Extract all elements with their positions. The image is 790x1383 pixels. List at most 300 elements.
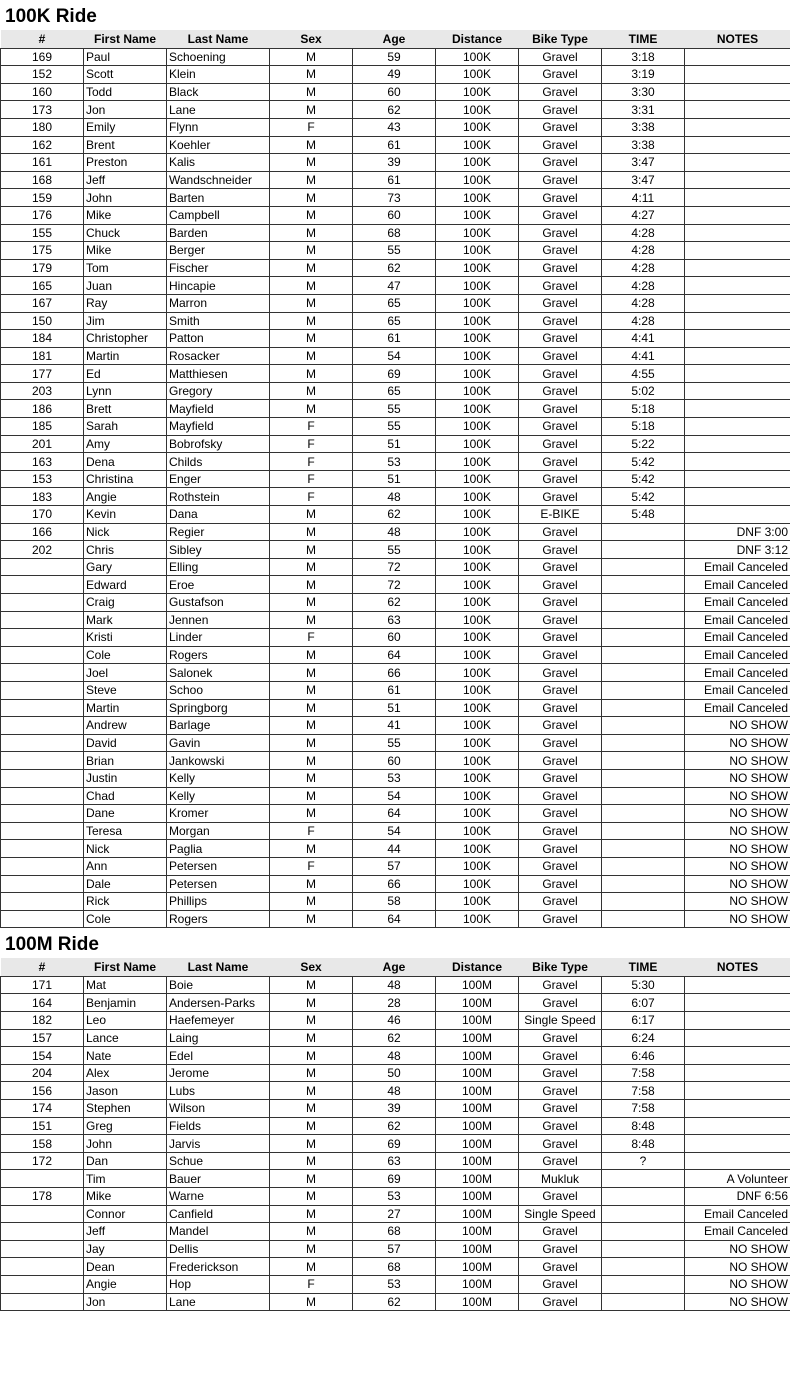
cell-sex: M (270, 506, 353, 524)
cell-notes (685, 470, 790, 488)
cell-distance: 100K (436, 664, 519, 682)
cell-time (602, 541, 685, 559)
cell-bib-number: 161 (1, 154, 84, 172)
cell-sex: M (270, 541, 353, 559)
cell-notes: NO SHOW (685, 734, 790, 752)
cell-bike-type: Gravel (519, 594, 602, 612)
cell-sex: M (270, 1240, 353, 1258)
section-title: 100K Ride (0, 0, 790, 30)
cell-bike-type: Gravel (519, 435, 602, 453)
table-row (1, 594, 790, 612)
cell-bike-type: Gravel (519, 681, 602, 699)
cell-distance: 100K (436, 418, 519, 436)
cell-first-name: Jon (84, 101, 167, 119)
cell-bib-number (1, 1223, 84, 1241)
cell-sex: M (270, 171, 353, 189)
cell-distance: 100M (436, 976, 519, 994)
cell-bike-type: Gravel (519, 136, 602, 154)
cell-notes (685, 294, 790, 312)
cell-bike-type: Gravel (519, 347, 602, 365)
cell-distance: 100M (436, 1100, 519, 1118)
cell-age: 65 (353, 294, 436, 312)
cell-time: 6:07 (602, 994, 685, 1012)
cell-distance: 100K (436, 734, 519, 752)
cell-last-name: Mandel (167, 1223, 270, 1241)
cell-first-name: Jason (84, 1082, 167, 1100)
cell-bib-number: 204 (1, 1064, 84, 1082)
cell-time (602, 875, 685, 893)
cell-time: 4:27 (602, 206, 685, 224)
cell-last-name: Mayfield (167, 400, 270, 418)
cell-sex: M (270, 294, 353, 312)
cell-notes (685, 1100, 790, 1118)
cell-first-name: Amy (84, 435, 167, 453)
cell-last-name: Bobrofsky (167, 435, 270, 453)
cell-sex: F (270, 418, 353, 436)
cell-sex: M (270, 242, 353, 260)
cell-bib-number (1, 1293, 84, 1311)
cell-sex: M (270, 1047, 353, 1065)
cell-bike-type: Gravel (519, 717, 602, 735)
cell-bike-type: Gravel (519, 418, 602, 436)
cell-age: 72 (353, 576, 436, 594)
cell-last-name: Barden (167, 224, 270, 242)
cell-bib-number: 177 (1, 365, 84, 383)
cell-sex: M (270, 699, 353, 717)
cell-last-name: Gustafson (167, 594, 270, 612)
cell-sex: F (270, 857, 353, 875)
cell-time (602, 1223, 685, 1241)
cell-last-name: Bauer (167, 1170, 270, 1188)
cell-age: 48 (353, 1082, 436, 1100)
cell-sex: M (270, 1012, 353, 1030)
cell-notes (685, 1082, 790, 1100)
cell-sex: M (270, 787, 353, 805)
cell-last-name: Warne (167, 1188, 270, 1206)
cell-age: 62 (353, 1293, 436, 1311)
cell-time (602, 1293, 685, 1311)
cell-distance: 100K (436, 594, 519, 612)
cell-time: 3:47 (602, 154, 685, 172)
table-row (1, 294, 790, 312)
cell-age: 53 (353, 1188, 436, 1206)
cell-sex: F (270, 470, 353, 488)
table-row (1, 48, 790, 66)
cell-bike-type: Gravel (519, 611, 602, 629)
table-row (1, 435, 790, 453)
cell-notes: A Volunteer (685, 1170, 790, 1188)
cell-notes (685, 365, 790, 383)
cell-first-name: Gary (84, 558, 167, 576)
cell-sex: M (270, 189, 353, 207)
cell-age: 55 (353, 400, 436, 418)
cell-bib-number (1, 805, 84, 823)
cell-age: 69 (353, 1135, 436, 1153)
cell-first-name: Scott (84, 66, 167, 84)
cell-time (602, 787, 685, 805)
cell-first-name: Mike (84, 1188, 167, 1206)
table-row (1, 822, 790, 840)
cell-bib-number: 174 (1, 1100, 84, 1118)
cell-bib-number: 151 (1, 1117, 84, 1135)
cell-notes: NO SHOW (685, 769, 790, 787)
cell-time: 3:31 (602, 101, 685, 119)
cell-distance: 100K (436, 681, 519, 699)
cell-notes (685, 118, 790, 136)
cell-notes (685, 506, 790, 524)
cell-last-name: Childs (167, 453, 270, 471)
cell-first-name: David (84, 734, 167, 752)
cell-last-name: Rothstein (167, 488, 270, 506)
cell-distance: 100K (436, 347, 519, 365)
cell-age: 39 (353, 154, 436, 172)
cell-bib-number (1, 1170, 84, 1188)
cell-distance: 100K (436, 805, 519, 823)
cell-first-name: Jeff (84, 171, 167, 189)
cell-bike-type: Gravel (519, 400, 602, 418)
cell-first-name: Dean (84, 1258, 167, 1276)
table-row (1, 1275, 790, 1293)
cell-age: 68 (353, 1223, 436, 1241)
cell-time: 6:24 (602, 1029, 685, 1047)
cell-distance: 100M (436, 1170, 519, 1188)
cell-bike-type: Gravel (519, 699, 602, 717)
cell-bib-number: 167 (1, 294, 84, 312)
table-row (1, 576, 790, 594)
table-row (1, 1223, 790, 1241)
cell-distance: 100K (436, 48, 519, 66)
cell-bike-type: Gravel (519, 83, 602, 101)
cell-last-name: Barten (167, 189, 270, 207)
column-header-first-name: First Name (84, 30, 167, 48)
cell-bib-number: 185 (1, 418, 84, 436)
table-row (1, 66, 790, 84)
cell-bib-number (1, 1205, 84, 1223)
cell-bike-type: Gravel (519, 1117, 602, 1135)
cell-time (602, 1188, 685, 1206)
cell-sex: M (270, 101, 353, 119)
cell-sex: M (270, 681, 353, 699)
cell-distance: 100K (436, 365, 519, 383)
cell-first-name: Ed (84, 365, 167, 383)
column-header-first-name: First Name (84, 958, 167, 976)
cell-age: 60 (353, 752, 436, 770)
cell-time (602, 664, 685, 682)
cell-first-name: Emily (84, 118, 167, 136)
table-row (1, 171, 790, 189)
cell-bike-type: Gravel (519, 576, 602, 594)
cell-bike-type: Gravel (519, 488, 602, 506)
cell-bike-type: Gravel (519, 558, 602, 576)
table-row (1, 206, 790, 224)
cell-bib-number: 178 (1, 1188, 84, 1206)
cell-time: 4:28 (602, 294, 685, 312)
cell-last-name: Canfield (167, 1205, 270, 1223)
cell-bike-type: Gravel (519, 48, 602, 66)
cell-bib-number: 162 (1, 136, 84, 154)
cell-age: 51 (353, 435, 436, 453)
cell-bib-number: 173 (1, 101, 84, 119)
cell-time (602, 558, 685, 576)
cell-last-name: Laing (167, 1029, 270, 1047)
cell-last-name: Kalis (167, 154, 270, 172)
cell-notes (685, 1135, 790, 1153)
cell-distance: 100M (436, 1275, 519, 1293)
cell-time (602, 646, 685, 664)
table-row (1, 1170, 790, 1188)
cell-age: 54 (353, 787, 436, 805)
table-row (1, 1117, 790, 1135)
cell-notes: NO SHOW (685, 857, 790, 875)
cell-bib-number: 160 (1, 83, 84, 101)
cell-bike-type: Gravel (519, 224, 602, 242)
cell-time: 3:47 (602, 171, 685, 189)
cell-age: 61 (353, 330, 436, 348)
cell-notes (685, 418, 790, 436)
cell-bib-number: 179 (1, 259, 84, 277)
cell-first-name: Tom (84, 259, 167, 277)
cell-time (602, 1240, 685, 1258)
cell-first-name: Joel (84, 664, 167, 682)
cell-bike-type: Gravel (519, 171, 602, 189)
cell-bike-type: E-BIKE (519, 506, 602, 524)
cell-bib-number: 152 (1, 66, 84, 84)
table-row (1, 101, 790, 119)
cell-age: 49 (353, 66, 436, 84)
cell-notes (685, 66, 790, 84)
cell-distance: 100M (436, 1258, 519, 1276)
cell-sex: M (270, 277, 353, 295)
cell-age: 55 (353, 734, 436, 752)
cell-distance: 100K (436, 259, 519, 277)
cell-notes (685, 277, 790, 295)
cell-distance: 100K (436, 382, 519, 400)
cell-distance: 100K (436, 822, 519, 840)
cell-age: 69 (353, 1170, 436, 1188)
cell-last-name: Boie (167, 976, 270, 994)
cell-age: 53 (353, 1275, 436, 1293)
cell-bike-type: Gravel (519, 734, 602, 752)
cell-notes (685, 1064, 790, 1082)
cell-first-name: Kristi (84, 629, 167, 647)
cell-bib-number: 180 (1, 118, 84, 136)
cell-bib-number: 157 (1, 1029, 84, 1047)
ride-section (0, 928, 790, 1311)
cell-distance: 100K (436, 699, 519, 717)
cell-distance: 100K (436, 400, 519, 418)
cell-sex: M (270, 805, 353, 823)
cell-bib-number (1, 840, 84, 858)
cell-last-name: Dana (167, 506, 270, 524)
cell-bike-type: Gravel (519, 1258, 602, 1276)
cell-sex: M (270, 1029, 353, 1047)
cell-first-name: Ray (84, 294, 167, 312)
cell-last-name: Fields (167, 1117, 270, 1135)
cell-age: 62 (353, 259, 436, 277)
cell-notes (685, 48, 790, 66)
cell-notes: NO SHOW (685, 822, 790, 840)
cell-age: 61 (353, 171, 436, 189)
cell-bike-type: Single Speed (519, 1012, 602, 1030)
cell-bib-number: 171 (1, 976, 84, 994)
cell-notes (685, 1117, 790, 1135)
cell-bib-number (1, 717, 84, 735)
cell-last-name: Eroe (167, 576, 270, 594)
cell-age: 66 (353, 664, 436, 682)
cell-age: 27 (353, 1205, 436, 1223)
cell-bib-number: 170 (1, 506, 84, 524)
cell-last-name: Andersen-Parks (167, 994, 270, 1012)
cell-time: 7:58 (602, 1100, 685, 1118)
cell-notes: Email Canceled (685, 681, 790, 699)
cell-bike-type: Gravel (519, 646, 602, 664)
cell-sex: F (270, 488, 353, 506)
cell-notes (685, 347, 790, 365)
table-row (1, 840, 790, 858)
cell-notes: DNF 6:56 (685, 1188, 790, 1206)
cell-distance: 100M (436, 1012, 519, 1030)
cell-bib-number (1, 664, 84, 682)
cell-notes (685, 206, 790, 224)
cell-last-name: Petersen (167, 857, 270, 875)
cell-distance: 100K (436, 294, 519, 312)
cell-first-name: Greg (84, 1117, 167, 1135)
cell-age: 51 (353, 699, 436, 717)
cell-age: 53 (353, 769, 436, 787)
cell-last-name: Jarvis (167, 1135, 270, 1153)
cell-age: 46 (353, 1012, 436, 1030)
cell-first-name: Cole (84, 910, 167, 928)
cell-sex: M (270, 1064, 353, 1082)
cell-first-name: Martin (84, 347, 167, 365)
cell-notes: NO SHOW (685, 1258, 790, 1276)
cell-notes: Email Canceled (685, 576, 790, 594)
cell-bike-type: Gravel (519, 66, 602, 84)
cell-last-name: Phillips (167, 893, 270, 911)
cell-notes (685, 435, 790, 453)
cell-bib-number (1, 822, 84, 840)
cell-notes (685, 1047, 790, 1065)
cell-distance: 100M (436, 1064, 519, 1082)
cell-last-name: Regier (167, 523, 270, 541)
cell-time: 5:48 (602, 506, 685, 524)
cell-time: 5:42 (602, 453, 685, 471)
cell-time: 5:30 (602, 976, 685, 994)
cell-first-name: Paul (84, 48, 167, 66)
cell-notes: Email Canceled (685, 629, 790, 647)
cell-bib-number (1, 681, 84, 699)
cell-notes (685, 453, 790, 471)
cell-time: 3:19 (602, 66, 685, 84)
cell-distance: 100M (436, 1223, 519, 1241)
cell-first-name: Craig (84, 594, 167, 612)
table-row (1, 664, 790, 682)
cell-age: 60 (353, 629, 436, 647)
cell-distance: 100K (436, 435, 519, 453)
table-row (1, 1064, 790, 1082)
cell-last-name: Frederickson (167, 1258, 270, 1276)
cell-sex: M (270, 840, 353, 858)
cell-sex: M (270, 259, 353, 277)
cell-bib-number (1, 752, 84, 770)
cell-sex: M (270, 312, 353, 330)
cell-last-name: Sibley (167, 541, 270, 559)
cell-time: 7:58 (602, 1064, 685, 1082)
cell-age: 64 (353, 646, 436, 664)
cell-last-name: Berger (167, 242, 270, 260)
cell-time: 3:38 (602, 136, 685, 154)
cell-bike-type: Gravel (519, 976, 602, 994)
cell-notes: DNF 3:00 (685, 523, 790, 541)
cell-last-name: Campbell (167, 206, 270, 224)
cell-notes: Email Canceled (685, 646, 790, 664)
table-row (1, 717, 790, 735)
cell-sex: M (270, 1205, 353, 1223)
table-row (1, 453, 790, 471)
cell-time: 5:18 (602, 400, 685, 418)
table-row (1, 154, 790, 172)
cell-distance: 100K (436, 66, 519, 84)
cell-bib-number (1, 576, 84, 594)
cell-bike-type: Gravel (519, 312, 602, 330)
cell-time (602, 523, 685, 541)
cell-age: 57 (353, 1240, 436, 1258)
cell-last-name: Morgan (167, 822, 270, 840)
cell-first-name: Teresa (84, 822, 167, 840)
table-row (1, 1012, 790, 1030)
cell-sex: M (270, 1170, 353, 1188)
cell-bike-type: Gravel (519, 1047, 602, 1065)
cell-notes: Email Canceled (685, 699, 790, 717)
cell-first-name: Justin (84, 769, 167, 787)
table-row (1, 699, 790, 717)
cell-distance: 100K (436, 206, 519, 224)
cell-age: 63 (353, 1152, 436, 1170)
cell-sex: F (270, 118, 353, 136)
cell-bib-number (1, 1240, 84, 1258)
cell-bike-type: Gravel (519, 294, 602, 312)
cell-last-name: Patton (167, 330, 270, 348)
cell-last-name: Matthiesen (167, 365, 270, 383)
cell-bib-number (1, 646, 84, 664)
cell-age: 53 (353, 453, 436, 471)
cell-sex: M (270, 1293, 353, 1311)
cell-sex: M (270, 558, 353, 576)
cell-last-name: Edel (167, 1047, 270, 1065)
cell-distance: 100M (436, 1135, 519, 1153)
cell-sex: M (270, 330, 353, 348)
cell-age: 48 (353, 976, 436, 994)
cell-bike-type: Gravel (519, 1240, 602, 1258)
cell-sex: M (270, 752, 353, 770)
cell-age: 54 (353, 822, 436, 840)
cell-notes (685, 994, 790, 1012)
cell-first-name: Ann (84, 857, 167, 875)
cell-first-name: Angie (84, 1275, 167, 1293)
table-row (1, 488, 790, 506)
cell-distance: 100M (436, 1082, 519, 1100)
cell-bike-type: Gravel (519, 154, 602, 172)
cell-time: 6:46 (602, 1047, 685, 1065)
cell-notes (685, 1012, 790, 1030)
cell-distance: 100K (436, 488, 519, 506)
cell-age: 43 (353, 118, 436, 136)
cell-distance: 100K (436, 611, 519, 629)
cell-distance: 100K (436, 787, 519, 805)
cell-time: 3:38 (602, 118, 685, 136)
cell-bike-type: Gravel (519, 1064, 602, 1082)
cell-distance: 100K (436, 453, 519, 471)
